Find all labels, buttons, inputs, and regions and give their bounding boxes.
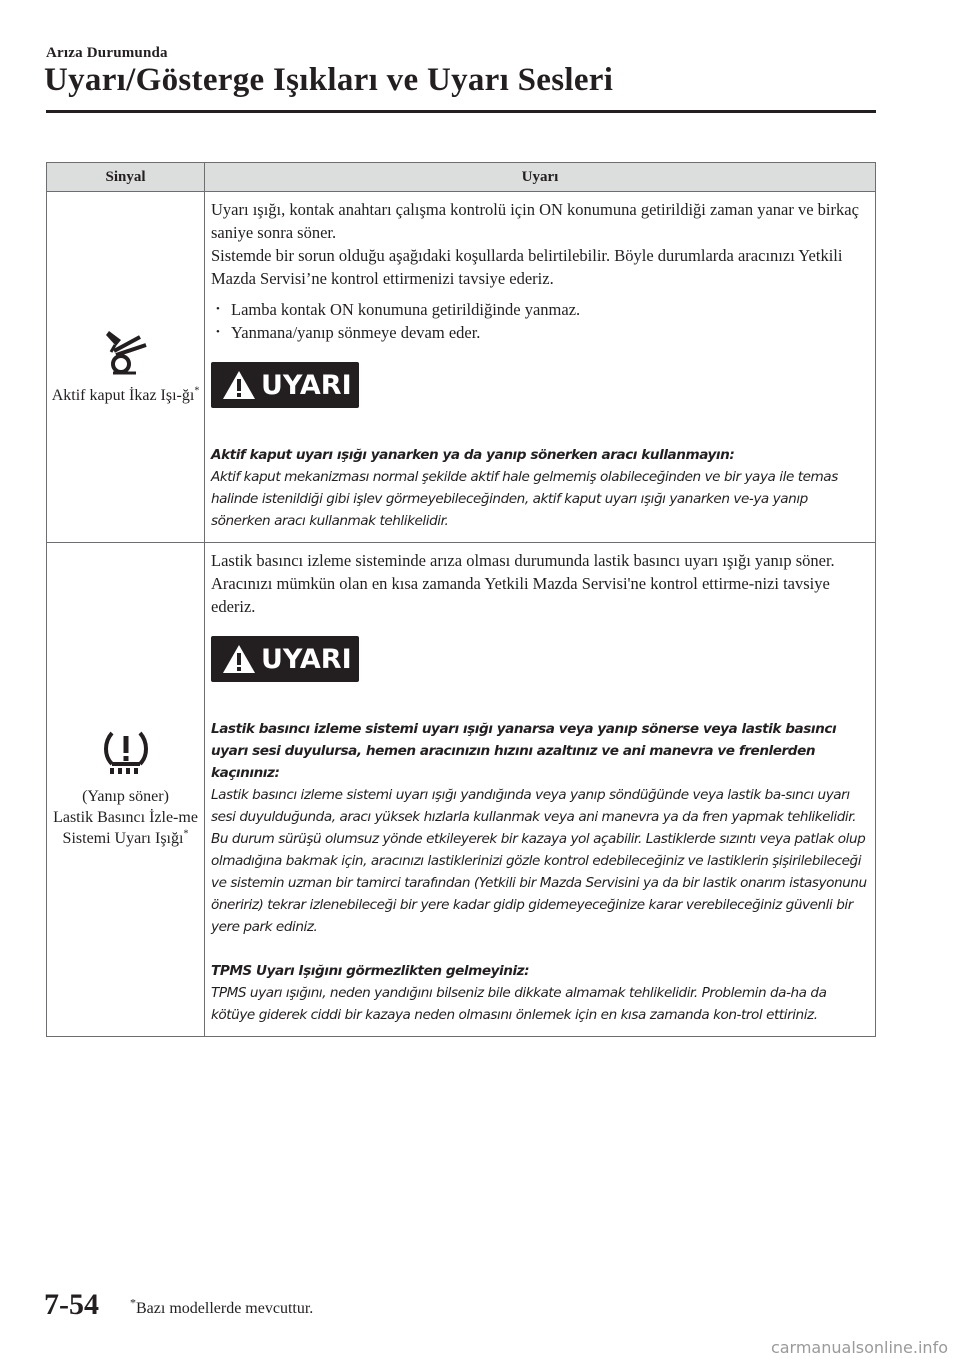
warning-cell [205,543,876,1037]
list-item: • Lamba kontak ON konumuna getirildiğinde yanmaz. [211,298,869,321]
footnote [130,1295,314,1318]
header-signal: Sinyal [47,163,205,192]
warning-title: Lastik basıncı izleme sistemi uyarı ışığı yanarsa veya yanıp sönerse veya lastik basıncı uyarı sesi duyulursa, hemen aracınızın hızını azaltınız ve ani manevra ve frenlerden kaçınınız: [211,721,837,781]
description-paragraph: Sistemde bir sorun olduğu aşağıdaki koşullarda belirtilebilir. Böyle durumlarda aracınızı Yetkili Mazda Servisi’ne kontrol ettirmenizi tavsiye ederiz. [211,246,843,288]
warning-body: Lastik basıncı izleme sistemi uyarı ışığı yandığında veya yanıp söndüğünde veya lastik ba-sıncı uyarı sesi duyulduğunda, aracı yüksek hızlarla kullanmak veya ani manevra ya da fren yapmak tehlikelidir. Bu durum sürüşü olumsuz yönde etkileyerek bir kazaya yol açabilir. Lastiklerde sızıntı veya patlak olup olmadığına bakmak için, aracınızı lastiklerinizi gözle kontrol edebileceğiniz ve lastiklerin şişirilebileceği ve sistemin uzman bir tamirci tarafından (Yetkili bir Mazda Servisini ya da bir lastik onarım istasyonunu öneririz) tekrar izlenebileceği bir yere kadar gidip gidemeyeceğinize karar verebileceğiniz güvenli bir yere park ediniz. [211,787,867,935]
signal-cell [47,192,205,543]
badge-label: UYARI [261,369,352,401]
warning-lights-table [46,162,876,1037]
warning-badge [211,362,359,408]
warning-title: TPMS Uyarı Işığını görmezlikten gelmeyiniz: [211,963,530,979]
warning-triangle-icon [221,643,257,675]
condition-list [211,298,869,344]
tire-pressure-warning-icon [100,730,152,776]
page-title: Uyarı/Gösterge Işıkları ve Uyarı Sesleri [44,62,614,98]
section-label: Arıza Durumunda [46,45,168,61]
list-item: • Yanmana/yanıp sönmeye devam eder. [211,321,869,344]
table-row [47,543,876,1037]
signal-cell [47,543,205,1037]
availability-mark: * [183,828,189,840]
table-header-row [47,163,876,192]
footnote-text: Bazı modellerde mevcuttur. [136,1300,314,1317]
signal-prefix: (Yanıp söner) [82,788,169,805]
badge-label: UYARI [261,643,352,675]
table-row [47,192,876,543]
warning-body: TPMS uyarı ışığını, neden yandığını bilseniz bile dikkate almamak tehlikelidir. Problemin da-ha da kötüye giderek ciddi bir kazaya neden olmasını önlemek için en kısa zamanda kon-trol ettiriniz. [211,985,827,1023]
active-bonnet-warning-icon [100,329,152,375]
header-warning: Uyarı [205,163,876,192]
warning-badge [211,636,359,682]
footnote-mark: * [130,1295,136,1310]
availability-mark: * [194,385,200,397]
watermark: carmanualsonline.info [770,1338,948,1357]
page-number: 7-54 [44,1288,99,1321]
description-paragraph: Uyarı ışığı, kontak anahtarı çalışma kontrolü için ON konumuna getirildiği zaman yanar ve birkaç saniye sonra söner. [211,200,859,242]
warning-cell [205,192,876,543]
description-paragraph: Lastik basıncı izleme sisteminde arıza olması durumunda lastik basıncı uyarı ışığı yanıp söner. Aracınızı mümkün olan en kısa zamanda Yetkili Mazda Servisi'ne kontrol ettirme-nizi tavsiye ederiz. [211,551,835,616]
warning-triangle-icon [221,369,257,401]
warning-title: Aktif kaput uyarı ışığı yanarken ya da yanıp sönerken aracı kullanmayın: [211,447,735,463]
signal-label: Lastik Basıncı İzle-me Sistemi Uyarı Işığı [53,809,198,847]
title-rule [46,110,876,113]
warning-body: Aktif kaput mekanizması normal şekilde aktif hale gelmemiş olabileceğinden ve bir yaya ile temas halinde istenildiği gibi işlev görmeyebileceğinden, aktif kaput uyarı ışığı yanarken ve-ya yanıp sönerken aracı kullanmak tehlikelidir. [211,469,838,529]
signal-label: Aktif kaput İkaz Işı-ğı [51,386,195,404]
